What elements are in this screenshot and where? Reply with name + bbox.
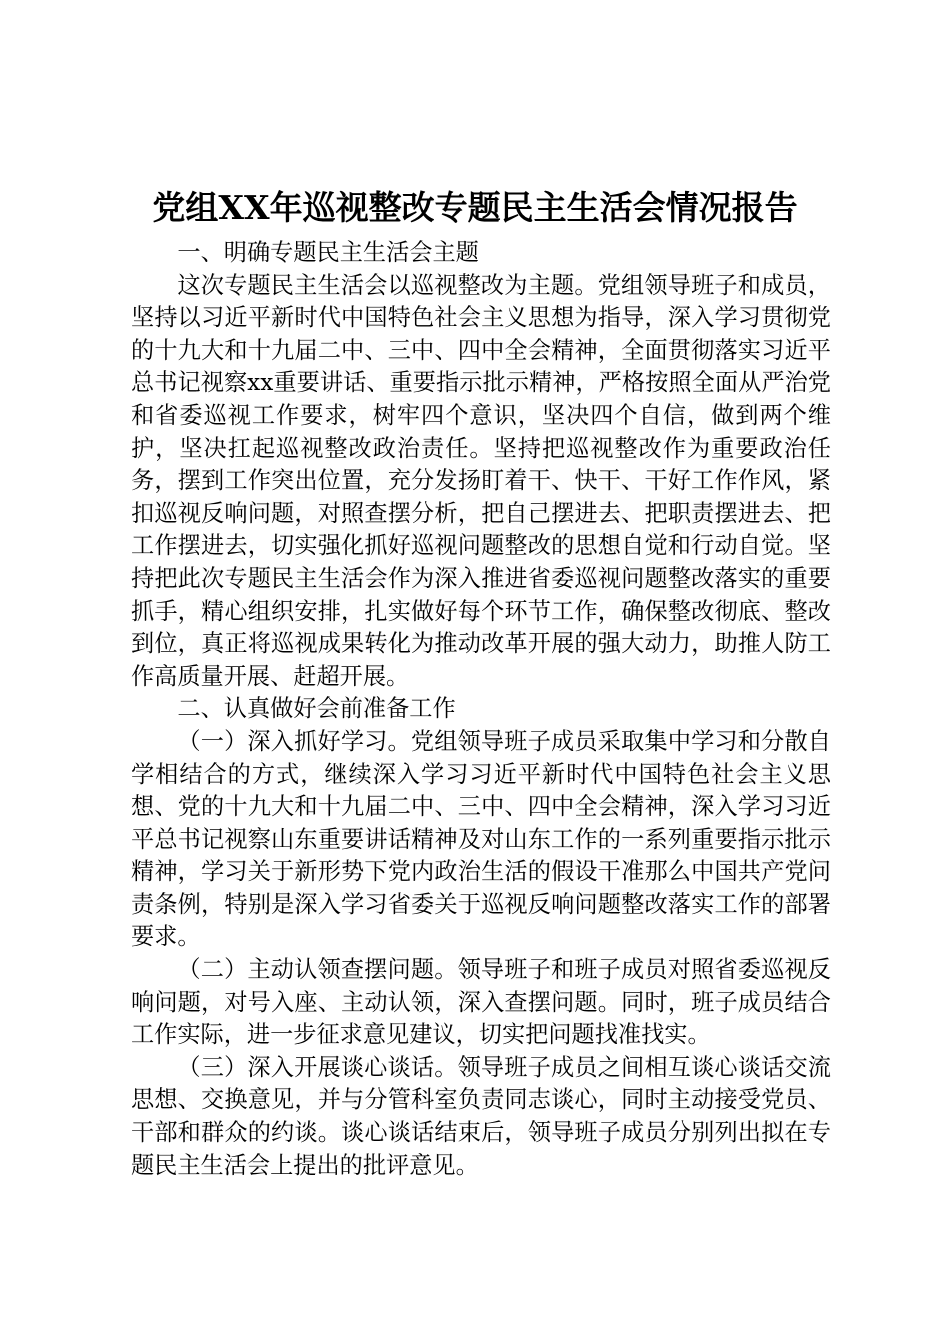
paragraph-issues: （二）主动认领查摆问题。领导班子和班子成员对照省委巡视反响问题，对号入座、主动认领，深入查摆问题。同时，班子成员结合工作实际，进一步征求意见建议，切实把问题找准找实。 — [131, 956, 831, 1049]
paragraph-theme: 这次专题民主生活会以巡视整改为主题。党组领导班子和成员，坚持以习近平新时代中国特色社会主义思想为指导，深入学习贯彻党的十九大和十九届二中、三中、四中全会精神，全面贯彻落实习近平总书记视察xx重要讲话、重要指示批示精神，严格按照全面从严治党和省委巡视工作要求，树牢四个意识，坚决四个自信，做到两个维护，坚决扛起巡视整改政治责任。坚持把巡视整改作为重要政治任务，摆到工作突出位置，充分发扬盯着干、快干、干好工作作风，紧扣巡视反响问题，对照查摆分析，把自己摆进去、把职责摆进去、把工作摆进去，切实强化抓好巡视问题整改的思想自觉和行动自觉。坚持把此次专题民主生活会作为深入推进省委巡视问题整改落实的重要抓手，精心组织安排，扎实做好每个环节工作，确保整改彻底、整改到位，真正将巡视成果转化为推动改革开展的强大动力，助推人防工作高质量开展、赶超开展。 — [131, 271, 831, 690]
section-heading-1: 一、明确专题民主生活会主题 — [177, 239, 479, 266]
section-heading-2: 二、认真做好会前准备工作 — [177, 695, 456, 723]
document-title: 党组XX年巡视整改专题民主生活会情况报告 — [152, 188, 798, 227]
document-body — [131, 237, 831, 1182]
paragraph-study: （一）深入抓好学习。党组领导班子成员采取集中学习和分散自学相结合的方式，继续深入学习习近平新时代中国特色社会主义思想、党的十九大和十九届二中、三中、四中全会精神，深入学习习近平总书记视察山东重要讲话精神及对山东工作的一系列重要指示批示精神，学习关于新形势下党内政治生活的假设干准那么中国共产党问责条例，特别是深入学习省委关于巡视反响问题整改落实工作的部署要求。 — [131, 727, 831, 951]
paragraph-talks: （三）深入开展谈心谈话。领导班子成员之间相互谈心谈话交流思想、交换意见，并与分管科室负责同志谈心，同时主动接受党员、干部和群众的约谈。谈心谈话结束后，领导班子成员分别列出拟在专题民主生活会上提出的批评意见。 — [131, 1053, 831, 1179]
